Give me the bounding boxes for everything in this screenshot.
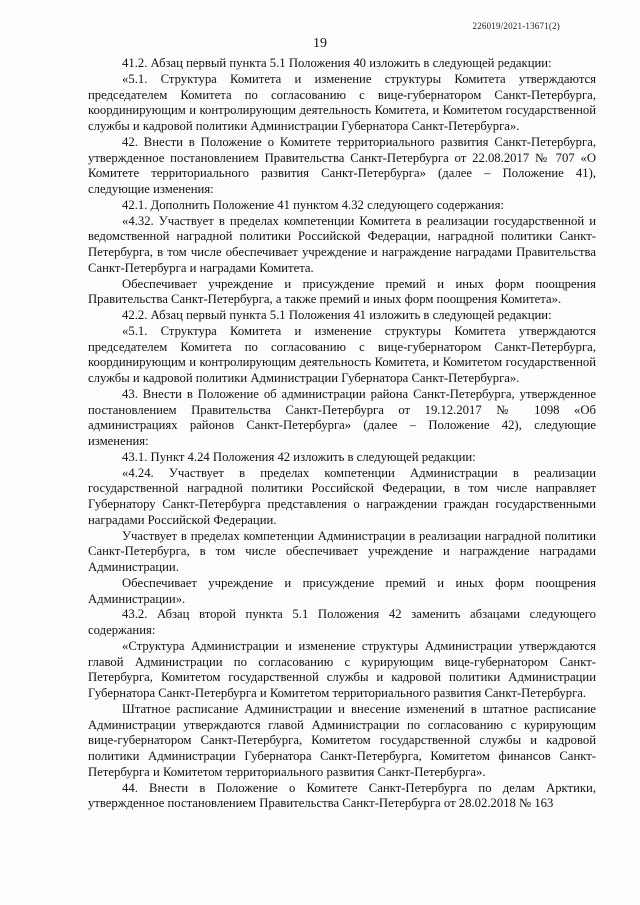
paragraph: Обеспечивает учреждение и присуждение премий и иных форм поощрения Администрации». <box>88 575 596 606</box>
paragraph: 42.1. Дополнить Положение 41 пунктом 4.32 следующего содержания: <box>122 197 504 212</box>
paragraph: 42.2. Абзац первый пункта 5.1 Положения 41 изложить в следующей редакции: <box>122 308 552 322</box>
paragraph: «5.1. Структура Комитета и изменение структуры Комитета утверждаются председателем Комитета по согласованию с вице-губернатором Санкт-Петербурга, координирующим и контролирующим деятельность Комитета, и Комитетом государственной службы и кадровой политики Администрации Губернатора Санкт-Петербурга». <box>88 323 596 385</box>
paragraph: «4.32. Участвует в пределах компетенции Комитета в реализации государственной и ведомственной наградной политики Российской Федерации, наградной политики Санкт-Петербурга, в том числе обеспечивает учреждение и награждение наградами Правительства Санкт-Петербурга и наградами Комитета. <box>88 213 596 275</box>
paragraph: «Структура Администрации и изменение структуры Администрации утверждаются главой Администрации по согласованию с курирующим вице-губернатором Санкт-Петербурга, Комитетом государственной службы и кадровой политики Администрации Губернатора Санкт-Петербурга и Комитетом территориального развития Санкт-Петербурга. <box>88 638 596 700</box>
paragraph: 43.2. Абзац второй пункта 5.1 Положения 42 заменить абзацами следующего содержания: <box>88 607 596 637</box>
paragraph: Обеспечивает учреждение и присуждение премий и иных форм поощрения Правительства Санкт-Петербурга, а также премий и иных форм поощрения Комитета». <box>88 276 596 307</box>
document-body <box>88 56 596 812</box>
paragraph: 44. Внести в Положение о Комитете Санкт-Петербурга по делам Арктики, утвержденное постановлением Правительства Санкт-Петербурга от 28.02.2018 № 163 <box>88 780 596 811</box>
paragraph: Штатное расписание Администрации и внесение изменений в штатное расписание Администрации утверждаются главой Администрации по согласованию с курирующим вице-губернатором Санкт-Петербурга, Комитетом государственной службы и кадровой политики Администрации Губернатора Санкт-Петербурга, Комитетом финансов Санкт-Петербурга и Комитетом территориального развития Санкт-Петербурга». <box>88 701 596 779</box>
page-number: 19 <box>313 36 327 51</box>
paragraph: «4.24. Участвует в пределах компетенции Администрации в реализации государственной наградной политики Российской Федерации, в том числе направляет Губернатору Санкт-Петербурга представления о награждении граждан государственными наградами Российской Федерации. <box>88 465 596 527</box>
paragraph: «5.1. Структура Комитета и изменение структуры Комитета утверждаются председателем Комитета по согласованию с вице-губернатором Санкт-Петербурга, координирующим и контролирующим деятельность Комитета, и Комитетом государственной службы и кадровой политики Администрации Губернатора Санкт-Петербурга». <box>88 71 596 133</box>
paragraph: 41.2. Абзац первый пункта 5.1 Положения 40 изложить в следующей редакции: <box>122 56 552 70</box>
paragraph: Участвует в пределах компетенции Администрации в реализации наградной политики Санкт-Петербурга, в том числе обеспечивает учреждение и награждение наградами Администрации. <box>88 528 596 574</box>
paragraph: 42. Внести в Положение о Комитете территориального развития Санкт-Петербурга, утвержденное постановлением Правительства Санкт-Петербурга от 22.08.2017 № 707 «О Комитете территориального развития Санкт-Петербурга» (далее – Положение 41), следующие изменения: <box>88 134 596 196</box>
document-id: 226019/2021-13671(2) <box>472 21 560 31</box>
paragraph: 43. Внести в Положение об администрации района Санкт-Петербурга, утвержденное постановлением Правительства Санкт-Петербурга от 19.12.2017 № 1098 «Об администрациях районов Санкт-Петербурга» (далее – Положение 42), следующие изменения: <box>88 386 596 448</box>
paragraph: 43.1. Пункт 4.24 Положения 42 изложить в следующей редакции: <box>122 449 476 464</box>
